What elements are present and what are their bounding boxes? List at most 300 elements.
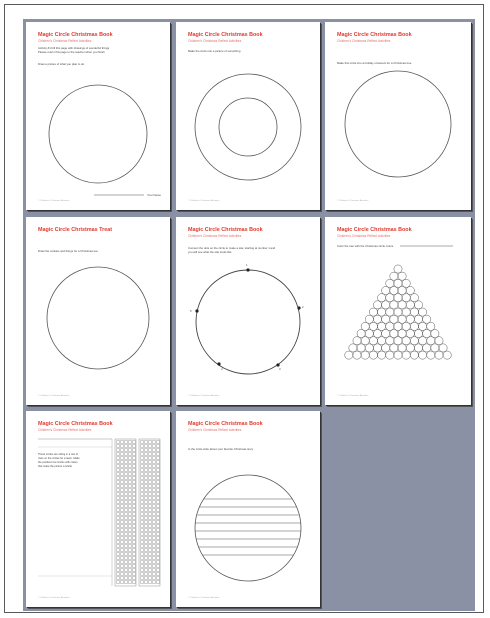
column-circle [140, 572, 144, 576]
column-circle [140, 504, 144, 508]
column-circle [140, 468, 144, 472]
dot-circle-drawing [176, 217, 320, 405]
column-circle [128, 540, 132, 544]
tree-circle [357, 344, 365, 352]
column-circle [156, 572, 160, 576]
column-circle [120, 500, 124, 504]
column-circle [132, 468, 136, 472]
tree-circle [390, 344, 398, 352]
column-circle [120, 580, 124, 584]
column-circle [132, 496, 136, 500]
tree-circle [427, 351, 435, 359]
circle-drawing [26, 22, 170, 210]
column-circle [124, 524, 128, 528]
column-circle [116, 484, 120, 488]
tree-circle [390, 329, 398, 337]
column-circle [152, 508, 156, 512]
column-circle [144, 504, 148, 508]
column-circle [124, 460, 128, 464]
column-circle [120, 488, 124, 492]
tree-circle [386, 351, 394, 359]
tree-circle [394, 337, 402, 345]
tree-circle [373, 329, 381, 337]
column-circle [124, 504, 128, 508]
column-circle [120, 496, 124, 500]
column-circle [152, 496, 156, 500]
page-thumbnail-3[interactable] [325, 22, 471, 210]
column-circle [156, 468, 160, 472]
page-thumbnail-6[interactable] [325, 217, 471, 405]
tree-circle [398, 286, 406, 294]
column-circle [132, 536, 136, 540]
column-circle [152, 500, 156, 504]
column-circle [116, 504, 120, 508]
column-circle [144, 552, 148, 556]
column-circle [156, 448, 160, 452]
tree-circle [414, 329, 422, 337]
page-thumbnail-7[interactable] [26, 411, 170, 607]
column-circle [128, 516, 132, 520]
column-circle [132, 476, 136, 480]
column-circle [128, 484, 132, 488]
column-circle [132, 456, 136, 460]
column-circle [128, 480, 132, 484]
tree-circle [435, 337, 443, 345]
column-circle [156, 444, 160, 448]
column-circle [128, 572, 132, 576]
column-circle [120, 524, 124, 528]
tree-circle [378, 308, 386, 316]
column-circle [144, 544, 148, 548]
tree-circle [390, 272, 398, 280]
column-circle [116, 472, 120, 476]
column-circle [144, 532, 148, 536]
column-circle [124, 440, 128, 444]
column-circle [116, 440, 120, 444]
column-circle [128, 560, 132, 564]
column-circle [128, 472, 132, 476]
column-circle [148, 564, 152, 568]
page-thumbnail-8[interactable] [176, 411, 320, 607]
column-circle [152, 440, 156, 444]
column-circle [148, 540, 152, 544]
column-circle [140, 580, 144, 584]
column-circle [148, 576, 152, 580]
column-circle [120, 552, 124, 556]
page-instruction: Color the tree with the Christmas circle colors [337, 244, 394, 248]
column-circle [132, 540, 136, 544]
tree-circle [369, 351, 377, 359]
page-instruction: that make the picture a whole [38, 465, 72, 468]
column-circle [128, 440, 132, 444]
column-circle [156, 460, 160, 464]
column-circle [120, 472, 124, 476]
column-circle [156, 564, 160, 568]
page-footer: © Children's Christmas Activities [188, 597, 220, 599]
tree-circle [414, 344, 422, 352]
column-circle [116, 572, 120, 576]
column-circle [156, 492, 160, 496]
column-circle [128, 548, 132, 552]
tree-circle [423, 344, 431, 352]
column-circle [148, 580, 152, 584]
page-instruction: In the circle write about your favorite Christmas story [188, 447, 254, 451]
column-circle [120, 476, 124, 480]
column-circle [140, 452, 144, 456]
column-circle [156, 560, 160, 564]
column-circle [128, 564, 132, 568]
column-circle [116, 480, 120, 484]
page-footer: © Children's Christmas Activities [188, 200, 220, 202]
page-instruction: These circles are sitting in a row of [38, 453, 78, 456]
column-circle [140, 528, 144, 532]
column-circle [140, 464, 144, 468]
column-circle [116, 512, 120, 516]
column-circle [152, 532, 156, 536]
column-circle [128, 464, 132, 468]
tree-circle [349, 344, 357, 352]
column-circle [128, 552, 132, 556]
column-circle [152, 468, 156, 472]
column-circle [148, 528, 152, 532]
column-circle [124, 468, 128, 472]
column-circle [144, 560, 148, 564]
column-circle [140, 552, 144, 556]
column-circle [132, 444, 136, 448]
column-circle [144, 476, 148, 480]
column-circle [116, 532, 120, 536]
column-circle [120, 568, 124, 572]
column-circle [148, 552, 152, 556]
column-circle [152, 556, 156, 560]
column-circle [152, 528, 156, 532]
column-circle [148, 444, 152, 448]
column-circle [156, 524, 160, 528]
page-title: Magic Circle Christmas Book [337, 227, 412, 233]
column-circle [144, 568, 148, 572]
column-circle [144, 468, 148, 472]
tree-circle [390, 286, 398, 294]
tree-circle [386, 322, 394, 330]
column-circle [144, 528, 148, 532]
column-circle [140, 476, 144, 480]
page-title: Magic Circle Christmas Book [188, 421, 263, 427]
column-circle [120, 528, 124, 532]
column-circle [148, 512, 152, 516]
page-subtitle: Children's Christmas Reflect Activities [188, 428, 242, 432]
column-circle [140, 460, 144, 464]
tree-circle [410, 308, 418, 316]
column-circle [116, 488, 120, 492]
column-circle [148, 548, 152, 552]
column-circle [132, 448, 136, 452]
column-circle [128, 460, 132, 464]
column-circle [116, 556, 120, 560]
tree-circle [369, 322, 377, 330]
column-circle [156, 556, 160, 560]
column-circle [140, 568, 144, 572]
column-circle [152, 476, 156, 480]
document-frame [4, 4, 484, 613]
column-circle [152, 540, 156, 544]
column-circle [116, 564, 120, 568]
page-thumbnail-2[interactable] [176, 22, 320, 210]
column-circle [144, 524, 148, 528]
column-circle [148, 472, 152, 476]
column-circle [156, 452, 160, 456]
column-circle [124, 448, 128, 452]
tree-circle [419, 308, 427, 316]
column-circle [140, 448, 144, 452]
column-circle [156, 440, 160, 444]
column-circle [144, 448, 148, 452]
tree-circle [390, 301, 398, 309]
column-circle [120, 548, 124, 552]
page-thumbnail-1[interactable] [26, 22, 170, 210]
column-circle [124, 488, 128, 492]
tree-circle [398, 344, 406, 352]
tree-circle [427, 322, 435, 330]
column-circle [120, 492, 124, 496]
tree-circle [419, 351, 427, 359]
tree-circle [382, 301, 390, 309]
column-circle [140, 560, 144, 564]
tree-circle [373, 344, 381, 352]
column-circle [144, 580, 148, 584]
column-circle [128, 504, 132, 508]
column-circle [120, 460, 124, 464]
column-circle [132, 560, 136, 564]
column-circle [132, 544, 136, 548]
column-circle [144, 576, 148, 580]
column-circle [152, 576, 156, 580]
column-circle [152, 444, 156, 448]
column-circle [148, 492, 152, 496]
column-circle [156, 516, 160, 520]
column-circle [116, 456, 120, 460]
column-circle [144, 520, 148, 524]
page-title: Magic Circle Christmas Book [188, 32, 263, 38]
column-circle [116, 476, 120, 480]
column-circle [128, 496, 132, 500]
page-thumbnail-4[interactable] [26, 217, 170, 405]
page-title: Magic Circle Christmas Treat [38, 227, 112, 233]
tree-circle [423, 329, 431, 337]
column-circle [132, 512, 136, 516]
tree-circle [365, 344, 373, 352]
column-circle [156, 488, 160, 492]
tree-circle [435, 351, 443, 359]
column-circle [132, 576, 136, 580]
column-circle [144, 464, 148, 468]
page-instruction: Draw a picture of what you plan to do [38, 62, 85, 66]
column-circle [132, 452, 136, 456]
column-circle [120, 564, 124, 568]
column-circle [140, 492, 144, 496]
column-circle [148, 508, 152, 512]
column-circle [148, 488, 152, 492]
column-circle [148, 476, 152, 480]
column-circle [116, 500, 120, 504]
column-circle [116, 516, 120, 520]
column-circle [132, 548, 136, 552]
column-circle [156, 536, 160, 540]
column-circle [124, 580, 128, 584]
column-circle [128, 568, 132, 572]
column-circle [116, 452, 120, 456]
column-circle [156, 568, 160, 572]
tree-circle [406, 315, 414, 323]
column-circle [140, 564, 144, 568]
page-thumbnail-5[interactable] [176, 217, 320, 405]
tree-circle [382, 329, 390, 337]
column-circle [144, 492, 148, 496]
column-circle [140, 480, 144, 484]
column-circle [128, 512, 132, 516]
column-circle [148, 520, 152, 524]
tree-circle [345, 351, 353, 359]
double-circle-drawing [176, 22, 320, 210]
column-circle [148, 556, 152, 560]
tree-circle [414, 315, 422, 323]
column-circle [148, 532, 152, 536]
column-circle [120, 516, 124, 520]
tree-circle [394, 265, 402, 273]
page-instruction: Connect the dots on the circle to make a star, starting at number 1 and [188, 246, 276, 250]
tree-circle [398, 315, 406, 323]
column-circle [120, 560, 124, 564]
tree-circle [443, 351, 451, 359]
page-instruction: rows on the circles for a team. Make [38, 457, 80, 460]
column-circle [116, 460, 120, 464]
circle-columns-drawing [26, 411, 170, 607]
tree-circle [382, 286, 390, 294]
column-circle [124, 572, 128, 576]
column-circle [120, 556, 124, 560]
column-circle [120, 444, 124, 448]
column-circle [128, 500, 132, 504]
column-circle [132, 504, 136, 508]
column-circle [124, 508, 128, 512]
column-circle [144, 472, 148, 476]
column-circle [152, 492, 156, 496]
column-circle [140, 484, 144, 488]
column-circle [152, 512, 156, 516]
tree-circle [423, 315, 431, 323]
column-circle [144, 500, 148, 504]
column-circle [156, 512, 160, 516]
page-title: Magic Circle Christmas Book [38, 32, 113, 38]
page-title: Magic Circle Christmas Book [38, 421, 113, 427]
column-circle [156, 540, 160, 544]
column-circle [124, 560, 128, 564]
column-circle [152, 520, 156, 524]
column-circle [132, 572, 136, 576]
tree-circle [394, 351, 402, 359]
column-circle [140, 576, 144, 580]
dot-label: 4 [221, 367, 223, 371]
tree-circle [406, 344, 414, 352]
tree-circle [410, 337, 418, 345]
circle-tree-drawing [325, 217, 471, 405]
page-footer: © Children's Christmas Activities [38, 597, 70, 599]
page-subtitle: Children's Christmas Reflect Activities [188, 39, 242, 43]
column-circle [128, 536, 132, 540]
column-circle [128, 556, 132, 560]
column-circle [120, 540, 124, 544]
column-circle [156, 496, 160, 500]
column-circle [132, 460, 136, 464]
column-circle [152, 504, 156, 508]
circle-drawing [325, 22, 471, 210]
column-circle [116, 528, 120, 532]
column-circle [120, 452, 124, 456]
column-circle [152, 580, 156, 584]
column-circle [128, 492, 132, 496]
column-circle [116, 444, 120, 448]
column-circle [132, 552, 136, 556]
column-circle [152, 516, 156, 520]
column-circle [128, 444, 132, 448]
tree-circle [402, 294, 410, 302]
column-circle [132, 480, 136, 484]
column-circle [128, 576, 132, 580]
column-circle [116, 552, 120, 556]
page-subtitle: Children's Christmas Reflect Activities [38, 39, 92, 43]
tree-circle [386, 279, 394, 287]
page-footer: © Children's Christmas Activities [337, 395, 369, 397]
page-footer: © Children's Christmas Activities [188, 395, 220, 397]
column-circle [140, 520, 144, 524]
column-circle [132, 580, 136, 584]
column-circle [132, 516, 136, 520]
column-circle [148, 568, 152, 572]
column-circle [140, 548, 144, 552]
dot-label: 1 [246, 263, 248, 267]
column-circle [144, 548, 148, 552]
tree-circle [365, 315, 373, 323]
column-circle [132, 500, 136, 504]
column-circle [140, 536, 144, 540]
tree-circle [419, 322, 427, 330]
column-circle [152, 552, 156, 556]
column-circle [124, 552, 128, 556]
column-circle [152, 564, 156, 568]
column-circle [124, 472, 128, 476]
column-circle [124, 536, 128, 540]
tree-circle [406, 329, 414, 337]
page-instruction: Make this circle into a holiday ornament for a Christmas tree [337, 61, 412, 65]
column-circle [124, 500, 128, 504]
page-subtitle: Children's Christmas Reflect Activities [337, 234, 391, 238]
column-circle [140, 472, 144, 476]
tree-circle [394, 322, 402, 330]
tree-circle [378, 337, 386, 345]
tree-circle [410, 322, 418, 330]
tree-circle [386, 308, 394, 316]
column-circle [148, 524, 152, 528]
tree-circle [402, 337, 410, 345]
column-circle [128, 520, 132, 524]
column-circle [152, 560, 156, 564]
column-circle [144, 480, 148, 484]
column-circle [144, 488, 148, 492]
column-circle [156, 484, 160, 488]
column-circle [156, 476, 160, 480]
column-circle [132, 492, 136, 496]
column-circle [152, 536, 156, 540]
tree-circle [406, 301, 414, 309]
